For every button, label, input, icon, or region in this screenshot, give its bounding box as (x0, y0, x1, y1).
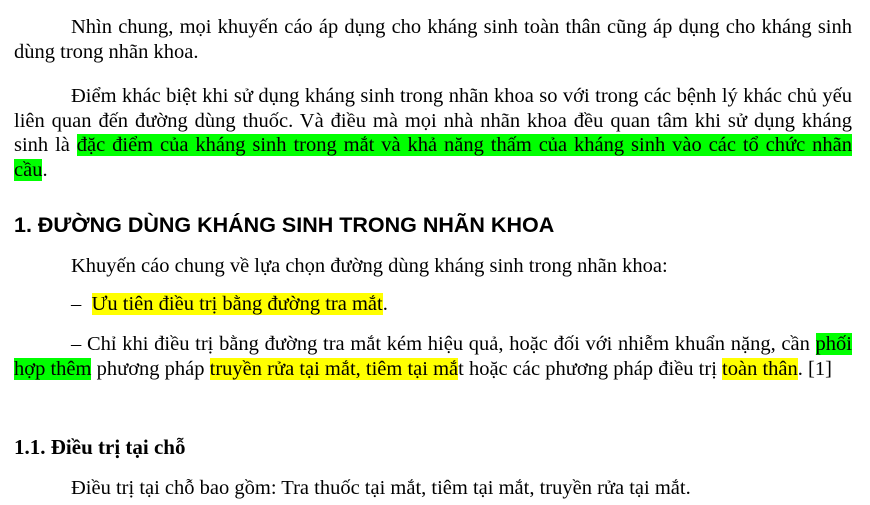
local-treatment-paragraph-text: Điều trị tại chỗ bao gồm: Tra thuốc tại mắt, tiêm tại mắt, truyền rửa tại mắt. (71, 477, 691, 499)
green-highlight-combine: phối hợp thêm (14, 333, 852, 380)
bullet-2-text-3: t hoặc các phương pháp điều trị (458, 357, 723, 380)
recommendation-paragraph-text: Khuyến cáo chung về lựa chọn đường dùng kháng sinh trong nhãn khoa: (71, 255, 668, 277)
bullet-1-end: . (382, 293, 388, 315)
bullet-item-topical-priority (14, 292, 852, 317)
bullet-dash: – (71, 293, 82, 315)
green-highlight-eye-penetration: đặc điểm của kháng sinh trong mắt và khả năng thấm của kháng sinh vào các tổ chức nhãn cầu (14, 134, 852, 181)
intro-paragraph (14, 15, 852, 64)
difference-paragraph-end: . (42, 158, 48, 181)
yellow-highlight-systemic: toàn thân (722, 357, 798, 380)
intro-paragraph-text: Nhìn chung, mọi khuyến cáo áp dụng cho kháng sinh toàn thân cũng áp dụng cho kháng sinh dùng trong nhãn khoa. (14, 16, 852, 63)
difference-paragraph (14, 84, 852, 182)
section-heading-routes: 1. ĐƯỜNG DÙNG KHÁNG SINH TRONG NHÃN KHOA (14, 213, 555, 237)
yellow-highlight-irrigation-injection: truyền rửa tại mắt, tiêm tại mắ (209, 357, 459, 380)
bullet-dash: – (71, 333, 82, 355)
local-treatment-paragraph (14, 476, 852, 501)
recommendation-paragraph (14, 254, 852, 279)
difference-paragraph-text: Điểm khác biệt khi sử dụng kháng sinh trong nhãn khoa so với trong các bệnh lý khác chủ yếu liên quan đến đường dùng thuốc. Và điều mà mọi nhà nhãn khoa đều quan tâm khi sử dụng kháng sinh là (14, 85, 852, 157)
subsection-heading-local-treatment: 1.1. Điều trị tại chỗ (14, 435, 186, 459)
yellow-highlight-topical: Ưu tiên điều trị bằng đường tra mắt (91, 293, 383, 315)
bullet-item-combination (14, 332, 852, 381)
bullet-2-text-2: phương pháp (91, 357, 210, 380)
bullet-2-text-1: Chỉ khi điều trị bằng đường tra mắt kém hiệu quả, hoặc đối với nhiễm khuẩn nặng, cần (81, 333, 816, 355)
bullet-2-text-4: . [1] (797, 357, 832, 380)
